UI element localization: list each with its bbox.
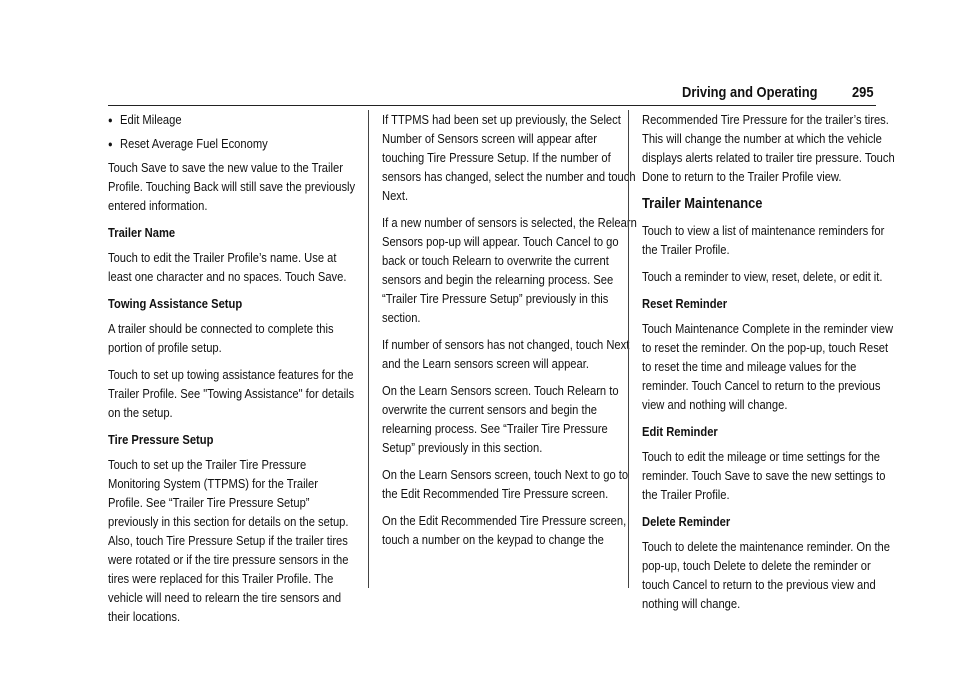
paragraph: On the Edit Recommended Tire Pressure screen, touch a number on the keypad to change the [382, 513, 627, 547]
page-number: 295 [852, 84, 874, 101]
paragraph: Recommended Tire Pressure for the trailer’s tires. This will change the number at which the vehicle displays alerts related to trailer tire pressure. Touch Done to return to the Trailer Profile view. [642, 112, 895, 184]
paragraph: Touch a reminder to view, reset, delete, or edit it. [642, 269, 883, 284]
paragraph: On the Learn Sensors screen. Touch Relearn to overwrite the current sensors and begin the relearning process. See “Trailer Tire Pressure Setup” previously in this section. [382, 383, 619, 455]
bullet-text: Edit Mileage [120, 112, 182, 127]
bullet-text: Reset Average Fuel Economy [120, 136, 268, 151]
column-divider [628, 110, 629, 588]
header-rule [108, 105, 876, 106]
bullet-item [108, 134, 356, 154]
column-2 [382, 110, 642, 557]
towing-assistance-label: Towing Assistance Setup [108, 296, 243, 311]
trailer-name-label: Trailer Name [108, 225, 176, 240]
paragraph: On the Learn Sensors screen, touch Next to go to the Edit Recommended Tire Pressure screen. [382, 467, 629, 501]
column-divider [368, 110, 369, 588]
paragraph: If number of sensors has not changed, touch Next and the Learn sensors screen will appear. [382, 337, 630, 371]
bullet-icon: ● [108, 139, 113, 149]
edit-reminder-label: Edit Reminder [642, 424, 718, 439]
bullet-icon: ● [108, 115, 113, 125]
paragraph: If a new number of sensors is selected, the Relearn Sensors pop-up will appear. Touch Cancel to go back or touch Relearn to overwrite the current sensors and begin the relearning process. See “Trailer Tire Pressure Setup” previously in this section. [382, 215, 637, 325]
paragraph: Touch to set up the Trailer Tire Pressure Monitoring System (TTPMS) for the Trailer Profile. See “Trailer Tire Pressure Setup” previously in this section for details on the setup. Also, touch Tire Pressure Setup if the trailer tires were rotated or if the tire pressure sensors in the tires were replaced for this Trailer Profile. The vehicle will need to relearn the tire sensors and their locations. [108, 457, 349, 624]
column-1 [108, 110, 356, 634]
paragraph: Touch to edit the Trailer Profile’s name. Use at least one character and no spaces. Touch Save. [108, 250, 347, 284]
tire-pressure-label: Tire Pressure Setup [108, 432, 214, 447]
paragraph: Touch Maintenance Complete in the reminder view to reset the reminder. On the pop-up, touch Reset to reset the time and mileage values for the reminder. Touch Cancel to return to the previous view and nothing will change. [642, 321, 894, 412]
paragraph: A trailer should be connected to complete this portion of profile setup. [108, 321, 334, 355]
paragraph: Touch to edit the mileage or time settings for the reminder. Touch Save to save the new settings to the Trailer Profile. [642, 449, 886, 502]
paragraph: Touch Save to save the new value to the Trailer Profile. Touching Back will still save the previously entered information. [108, 160, 356, 213]
section-title: Driving and Operating [682, 84, 818, 101]
delete-reminder-label: Delete Reminder [642, 514, 731, 529]
paragraph: Touch to delete the maintenance reminder. On the pop-up, touch Delete to delete the reminder or touch Cancel to return to the previous view and nothing will change. [642, 539, 890, 611]
trailer-maintenance-heading: Trailer Maintenance [642, 195, 763, 212]
paragraph: Touch to set up towing assistance features for the Trailer Profile. See "Towing Assistance" for details on the setup. [108, 367, 355, 420]
paragraph: If TTPMS had been set up previously, the Select Number of Sensors screen will appear after touching Tire Pressure Setup. If the number of sensors has changed, select the number and touch Next. [382, 112, 636, 203]
column-3 [642, 110, 897, 621]
bullet-item [108, 110, 356, 130]
reset-reminder-label: Reset Reminder [642, 296, 728, 311]
paragraph: Touch to view a list of maintenance reminders for the Trailer Profile. [642, 223, 885, 257]
page-header [0, 76, 960, 106]
